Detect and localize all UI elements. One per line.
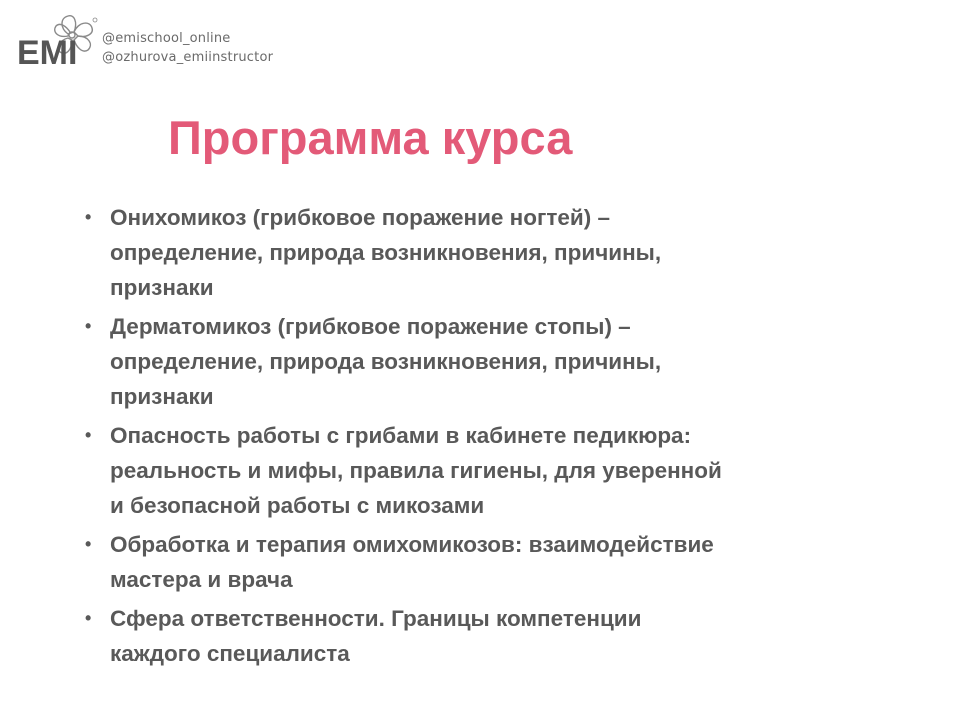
emi-logo-icon — [16, 12, 100, 72]
topic-item — [85, 309, 850, 414]
topic-line: определение, природа возникновения, причины, — [110, 349, 662, 374]
topic-line: признаки — [110, 275, 214, 300]
topic-line: определение, природа возникновения, причины, — [110, 240, 662, 265]
handle-instructor: @ozhurova_emiinstructor — [102, 50, 274, 65]
bullet-icon: • — [85, 425, 92, 445]
topic-line: признаки — [110, 384, 214, 409]
course-topics-list — [85, 200, 850, 675]
topic-line: каждого специалиста — [110, 641, 350, 666]
social-handles — [102, 29, 273, 67]
bullet-icon: • — [85, 608, 92, 628]
emi-logo — [16, 12, 100, 72]
topic-line: и безопасной работы с микозами — [110, 493, 485, 518]
topic-item — [85, 200, 850, 305]
bullet-icon: • — [85, 316, 92, 336]
topic-line: Обработка и терапия омихомикозов: взаимодействие — [110, 532, 714, 557]
brand-header — [16, 12, 316, 72]
handle-emischool: @emischool_online — [102, 31, 231, 46]
bullet-icon: • — [85, 207, 92, 227]
topic-line: мастера и врача — [110, 567, 293, 592]
topic-line: Онихомикоз (грибковое поражение ногтей) – — [110, 205, 611, 230]
slide-title: Программа курса — [168, 111, 573, 164]
topic-line: реальность и мифы, правила гигиены, для уверенной — [110, 458, 722, 483]
topic-item — [85, 418, 850, 523]
svg-text:EMI: EMI — [17, 34, 78, 72]
topic-item — [85, 527, 850, 597]
topic-line: Сфера ответственности. Границы компетенции — [110, 606, 642, 631]
bullet-icon: • — [85, 534, 92, 554]
topic-line: Дерматомикоз (грибковое поражение стопы) – — [110, 314, 631, 339]
topic-item — [85, 601, 850, 671]
topic-line: Опасность работы с грибами в кабинете педикюра: — [110, 423, 692, 448]
